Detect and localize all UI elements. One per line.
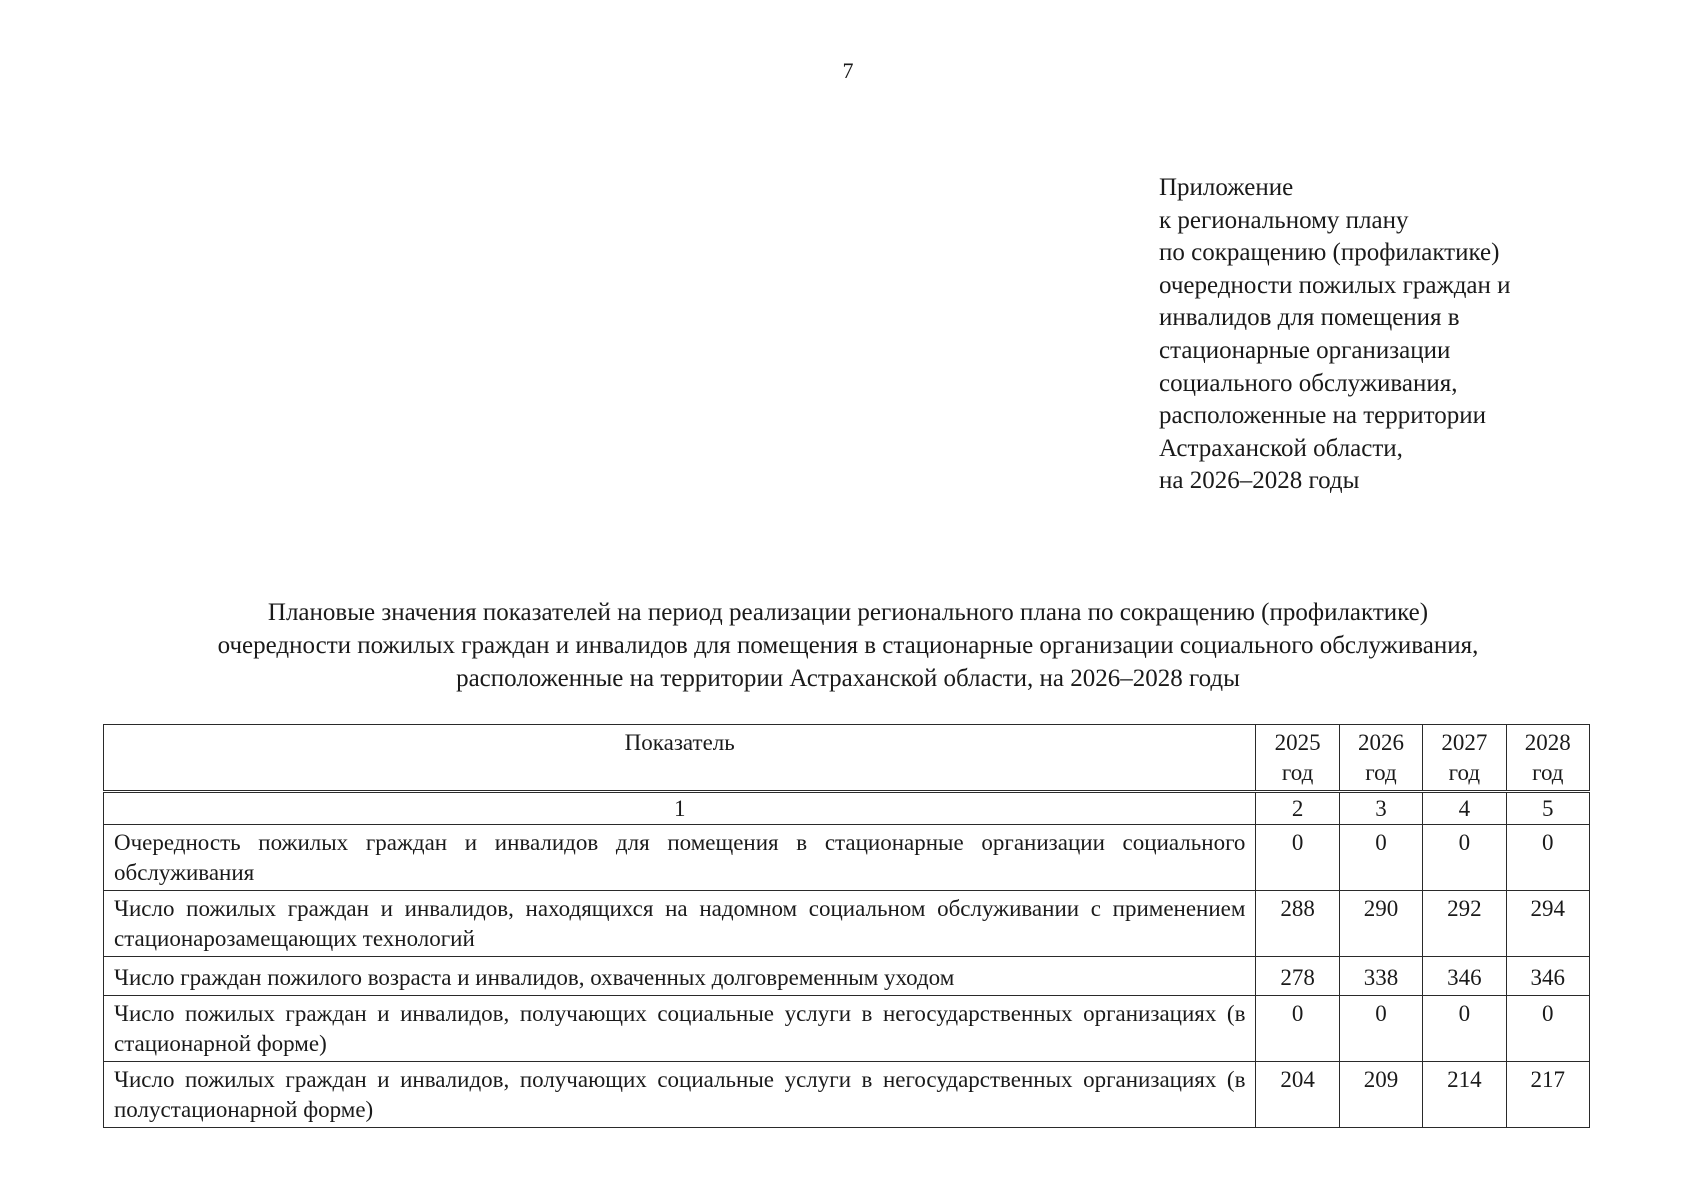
value-cell: 0 (1339, 996, 1422, 1062)
appendix-line: социального обслуживания, (1159, 369, 1458, 397)
header-year-2027: 2027 год (1423, 725, 1506, 791)
header-indicator: Показатель (104, 725, 1256, 791)
value-cell: 346 (1423, 957, 1506, 996)
title-line: Плановые значения показателей на период реализации регионального плана по сокращению (профилактике) (267, 599, 1429, 626)
header-year-2026: 2026 год (1339, 725, 1422, 791)
table-row (104, 996, 1590, 1062)
value-cell: 217 (1506, 1062, 1589, 1128)
value-cell: 0 (1256, 996, 1339, 1062)
table-header-row (104, 725, 1590, 791)
indicator-cell: Число пожилых граждан и инвалидов, получающих социальные услуги в негосударственных организациях (в полустационарной форме) (104, 1062, 1256, 1128)
indicator-cell: Число пожилых граждан и инвалидов, находящихся на надомном социальном обслуживании с применением стационарозамещающих технологий (104, 891, 1256, 957)
value-cell: 288 (1256, 891, 1339, 957)
appendix-line: на 2026–2028 годы (1159, 467, 1360, 495)
indicator-cell: Число пожилых граждан и инвалидов, получающих социальные услуги в негосударственных организациях (в стационарной форме) (104, 996, 1256, 1062)
appendix-line: расположенные на территории (1159, 402, 1487, 430)
value-cell: 290 (1339, 891, 1422, 957)
value-cell: 278 (1256, 957, 1339, 996)
value-cell: 209 (1339, 1062, 1422, 1128)
document-title (100, 596, 1596, 695)
appendix-line: стационарные организации (1159, 336, 1451, 364)
page-number: 7 (842, 58, 854, 83)
value-cell: 204 (1256, 1062, 1339, 1128)
table-row (104, 1062, 1590, 1128)
appendix-line: Приложение (1159, 174, 1294, 201)
appendix-line: Астраханской области, (1159, 434, 1403, 462)
value-cell: 0 (1423, 825, 1506, 891)
table-row (104, 891, 1590, 957)
column-number: 2 (1256, 793, 1339, 825)
indicators-table (103, 724, 1590, 1128)
value-cell: 338 (1339, 957, 1422, 996)
appendix-line: к региональному плану (1159, 206, 1409, 234)
value-cell: 294 (1506, 891, 1589, 957)
value-cell: 0 (1506, 996, 1589, 1062)
appendix-line: по сокращению (профилактике) (1159, 239, 1500, 267)
value-cell: 346 (1506, 957, 1589, 996)
column-number: 5 (1506, 793, 1589, 825)
table-row (104, 957, 1590, 996)
value-cell: 214 (1423, 1062, 1506, 1128)
column-number: 1 (104, 793, 1256, 825)
appendix-note (1159, 172, 1511, 498)
indicator-cell: Число граждан пожилого возраста и инвалидов, охваченных долговременным уходом (104, 957, 1256, 996)
indicator-cell: Очередность пожилых граждан и инвалидов для помещения в стационарные организации социального обслуживания (104, 825, 1256, 891)
header-year-2028: 2028 год (1506, 725, 1589, 791)
value-cell: 0 (1256, 825, 1339, 891)
column-number: 3 (1339, 793, 1422, 825)
column-number-row (104, 793, 1590, 825)
column-number: 4 (1423, 793, 1506, 825)
value-cell: 292 (1423, 891, 1506, 957)
title-line: расположенные на территории Астраханской области, на 2026–2028 годы (456, 665, 1240, 692)
value-cell: 0 (1506, 825, 1589, 891)
appendix-line: очередности пожилых граждан и (1159, 271, 1511, 299)
table-row (104, 825, 1590, 891)
value-cell: 0 (1423, 996, 1506, 1062)
value-cell: 0 (1339, 825, 1422, 891)
title-line: очередности пожилых граждан и инвалидов для помещения в стационарные организации социального обслуживания, (217, 632, 1479, 659)
header-year-2025: 2025 год (1256, 725, 1339, 791)
appendix-line: инвалидов для помещения в (1159, 304, 1460, 332)
